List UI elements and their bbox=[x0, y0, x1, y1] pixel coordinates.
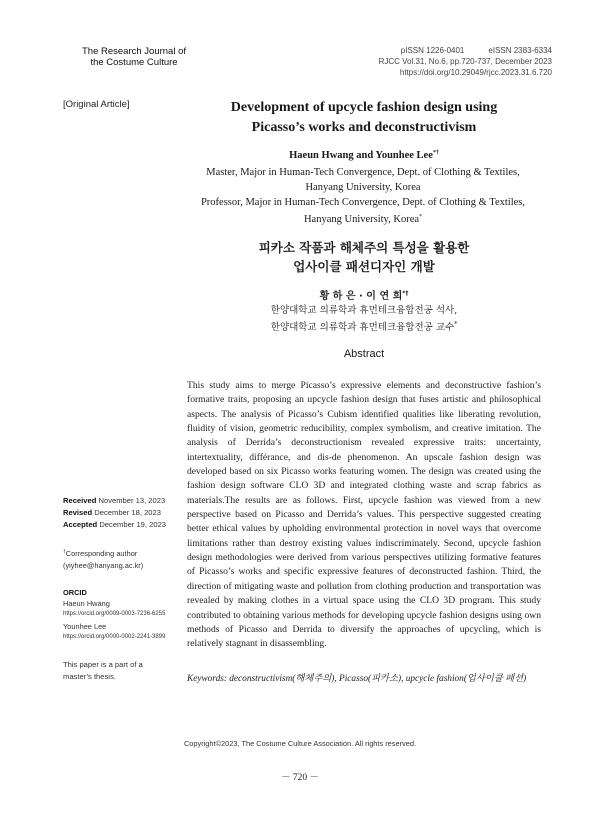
citation: RJCC Vol.31, No.6, pp.720-737, December 2023 bbox=[378, 57, 552, 66]
affiliation-1: Master, Major in Human-Tech Convergence, Dept. of Clothing & Textiles, Hanyang University, Korea bbox=[206, 167, 520, 193]
keywords-items: deconstructivism(해체주의), Picasso(피카소), upcycle fashion(업사이클 패션) bbox=[229, 674, 527, 684]
korean-affiliation-2: 한양대학교 의류학과 휴먼테크융합전공 교수* bbox=[270, 321, 458, 333]
corresponding-email[interactable]: (yiyhee@hanyang.ac.kr) bbox=[63, 561, 144, 570]
page-number: － 720 － bbox=[280, 773, 319, 783]
article-type: [Original Article] bbox=[63, 99, 130, 110]
abstract-heading: Abstract bbox=[343, 348, 385, 360]
korean-authors: 황 하 은 · 이 연 희*† bbox=[319, 290, 409, 302]
paper-title-line1: Development of upcycle fashion design using bbox=[230, 100, 498, 115]
copyright: Copyright©2023, The Costume Culture Association. All rights reserved. bbox=[183, 739, 417, 748]
journal-name-line2: the Costume Culture bbox=[90, 57, 178, 68]
eissn: eISSN 2383-6334 bbox=[488, 46, 552, 55]
orcid-link-1[interactable]: https://orcid.org/0009-0003-7236-6255 bbox=[63, 611, 166, 618]
journal-name bbox=[64, 46, 204, 68]
abstract-body: This study aims to merge Picasso’s expressive elements and deconstructive fashion’s formative traits, proposing an upcycle fashion design that fuses artistic and philosophical aspects. The analysis of Picasso’s Cubism identified qualities like liberating revolution, fluidity of vision, geometric reducibility, complex symbolism, and creative imitation. The analysis of Derrida’s deconstructionism revealed expressive traits: uncertainty, intertextuality, différance, and dis-de phenomenon. An upscale fashion design was developed based on six Picasso works featuring women. The design was created using the fashion design software CLO 3D and integrated clothing waste and scrap fabrics as materials.The results are as follows. First, upcycle fashion was viewed from a new perspective based on Picasso and Derrida’s values. This perspective suggested creating better ethical values by upholding environmental protection in novel ways that overcome limitations rather than destroy existing values indiscriminately. Second, upcycle fashion design methodologies were derived from various perspectives utilizing formative features of Picasso’s works and specific expressive features of deconstructed fashion. Third, the direction of mitigating waste and pollution from clothing production and transportation was revealed by making clothes in a virtual space using the CLO 3D program. This study contributed to obtaining various methods for developing upcycle fashion designs using own methods of Picasso and Derrida to diversify the approaches of upcycling, which is relatively stagnant in disassembling. bbox=[187, 380, 541, 650]
korean-affiliation-1: 한양대학교 의류학과 휴먼테크융합전공 석사, bbox=[270, 305, 458, 316]
orcid-block: ORCID Haeun Hwang https://orcid.org/0009-0003-7236-6255 Younhee Lee https://orcid.org/0000-0002-2241-3899 bbox=[63, 587, 181, 643]
affiliation-2: Professor, Major in Human-Tech Convergence, Dept. of Clothing & Textiles, Hanyang University, Korea* bbox=[200, 197, 526, 225]
author-names: Haeun Hwang and Younhee Lee bbox=[289, 150, 433, 161]
paper-title-line2: Picasso’s works and deconstructivism bbox=[251, 120, 477, 135]
pissn: pISSN 1226-0401 bbox=[400, 46, 465, 55]
journal-name-line1: The Research Journal of bbox=[81, 46, 187, 57]
thesis-note: This paper is a part of a master’s thesis. bbox=[63, 660, 143, 681]
keywords bbox=[187, 670, 543, 684]
korean-title: 피카소 작품과 해체주의 특성을 활용한 업사이클 패션디자인 개발 bbox=[258, 240, 470, 274]
orcid-link-2[interactable]: https://orcid.org/0000-0002-2241-3899 bbox=[63, 633, 166, 640]
authors bbox=[186, 150, 542, 161]
doi-link[interactable]: https://doi.org/10.29049/rjcc.2023.31.6.720 bbox=[399, 68, 552, 77]
corresponding-author: †Corresponding author (yiyhee@hanyang.ac.kr) bbox=[63, 546, 181, 572]
author-mark: *† bbox=[432, 150, 439, 156]
keywords-label: Keywords: bbox=[187, 674, 227, 684]
issn-block bbox=[352, 45, 552, 78]
paper-title bbox=[188, 98, 540, 138]
article-dates: Received November 13, 2023 Revised December 18, 2023 Accepted December 19, 2023 bbox=[63, 496, 167, 529]
